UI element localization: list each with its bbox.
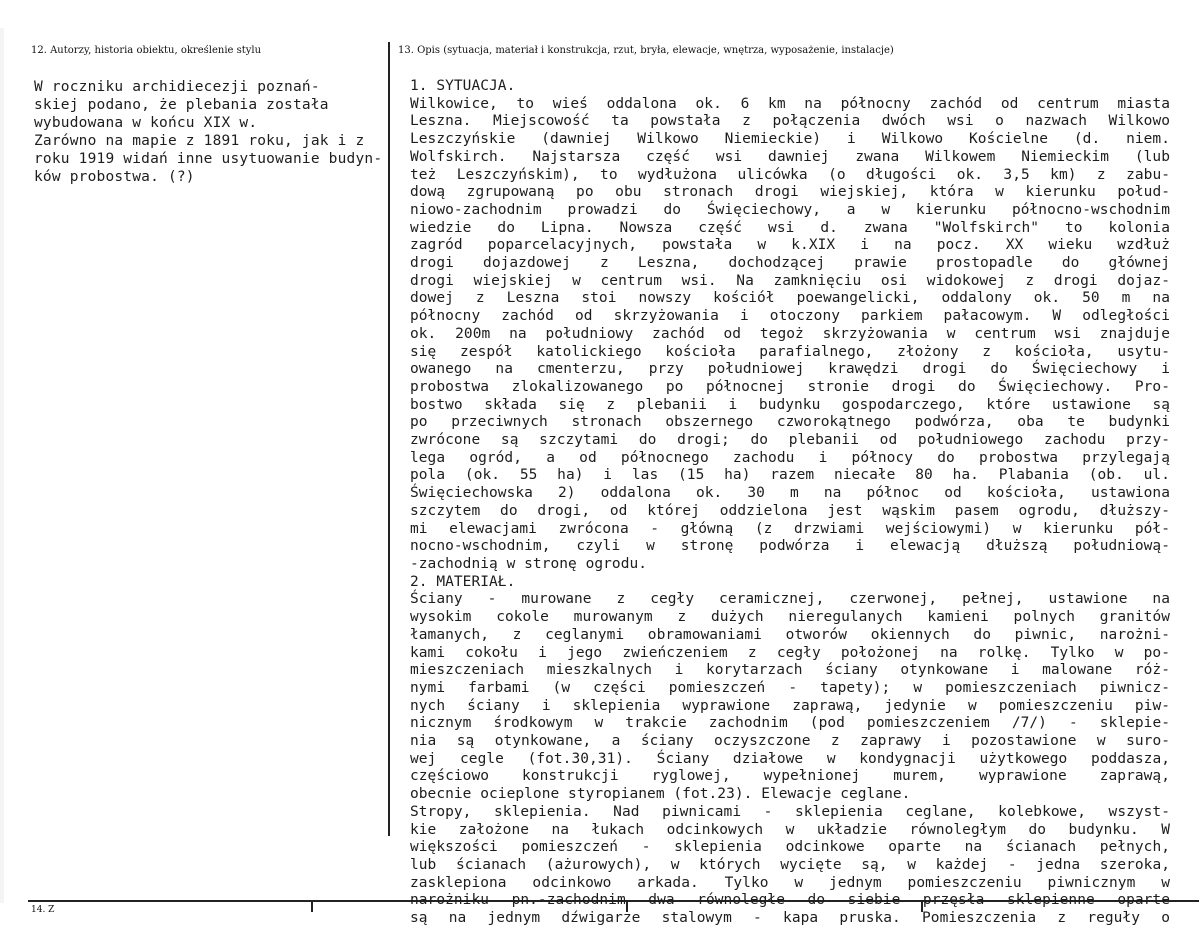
section-13-text-line: częściowo konstrukcji ryglowej, wypełnionej murem, wyprawione zaprawą, <box>410 768 1170 785</box>
section-13-text-line: nicznym środkowym w trakcie zachodnim (pod pomieszczeniem /7/) - sklepie- <box>410 715 1170 732</box>
section-13-text-line: wiedzie do Lipna. Nowsza część wsi d. zwana "Wolfskirch" to kolonia <box>410 219 1170 236</box>
section-13-text-line: 1. SYTUACJA. <box>410 78 516 94</box>
section-13-text-line: niowo-zachodnim prowadzi do Święciechowy, a w kierunku północno-wschodnim <box>410 201 1170 218</box>
section-13-text-line: się zespół katolickiego kościoła parafialnego, złożony z kościoła, usytu- <box>410 343 1170 360</box>
section-13-text-line: Święciechowska 2) oddalona ok. 30 m na północ od kościoła, ustawiona <box>410 485 1170 502</box>
section-13-text-line: drogi dojazdowej z Leszna, dochodzącej prawie prostopadle do głównej <box>410 255 1170 272</box>
section-13-text-line: drogi wiejskiej w centrum wsi. Na zamknięciu osi widokowej z drogi dojaz- <box>410 272 1170 289</box>
section-13-text-line: zagród poparcelacyjnych, powstała w k.XIX i na pocz. XX wieku wzdłuż <box>410 237 1170 254</box>
section-13-text-line: Stropy, sklepienia. Nad piwnicami - sklepienia ceglane, kolebkowe, wszyst- <box>410 803 1170 820</box>
section-13-text-line: wej cegle (fot.30,31). Ściany działowe w kondygnacji użytkowego poddasza, <box>410 750 1170 767</box>
section-12-text-line: skiej podano, że plebania została <box>34 96 329 113</box>
section-13-text-line: lega ogród, a od północnego zachodu i północy do probostwa przylegają <box>410 449 1170 466</box>
section-13-text-line: po przeciwnych stronach obszernego czworokątnego podwórza, oba te budynki <box>410 414 1170 431</box>
section-13-text-line: Wilkowice, to wieś oddalona ok. 6 km na północny zachód od centrum miasta <box>410 95 1170 112</box>
section-13-text-line: zwrócone są szczytami do drogi; do plebanii od południowego zachodu przy- <box>410 432 1170 449</box>
section-13-text-line: łamanych, z ceglanymi obramowaniami otworów okiennych do piwnic, narożni- <box>410 626 1170 643</box>
section-13-text-line: też Leszczyńskim), to wydłużona ulicówka (o długości ok. 3,5 km) z zabu- <box>410 166 1170 183</box>
section-13-text-line: ok. 200m na południowy zachód od tegoż skrzyżowania w centrum wsi znajduje <box>410 325 1170 342</box>
section-13-text-line: kami cokołu i jego zwieńczeniem z cegły położonej na rolkę. Tylko w po- <box>410 644 1170 661</box>
section-13-text-line: szczytem do drogi, od której oddzielona jest wąskim pasem ogrodu, dłuższy- <box>410 502 1170 519</box>
section-12-text-line: wybudowana w końcu XIX w. <box>34 114 258 131</box>
section-14-header-fragment: 14. Z <box>31 905 55 915</box>
section-13-text-line: bostwo składa się z plebanii i budynku gospodarczego, które ustawione są <box>410 396 1170 413</box>
section-13-text-line: nymi farbami (w części pomieszczeń - tapety); w pomieszczeniach piwnicz- <box>410 679 1170 696</box>
section-13-text-line: nych ściany i sklepienia wyprawione zaprawą, jedynie w pomieszczeniu piw- <box>410 697 1170 714</box>
section-13-text-line: nocno-wschodnim, czyli w stronę podwórza i elewacją dłuższą południową- <box>410 538 1170 555</box>
section-12-text-line: ków probostwa. (?) <box>34 168 195 185</box>
section-13-text-line: -zachodnią w stronę ogrodu. <box>410 555 648 572</box>
section-13-text-line: wysokim cokole murowanym z dużych nieregulanych kamieni polnych granitów <box>410 609 1170 626</box>
section-13-text-line: owanego na cmenterzu, przy południowej krawędzi drogi do Święciechowy i <box>410 361 1170 378</box>
section-13-text-line: probostwa zlokalizowanego po północnej stronie drogi do Święciechowy. Pro- <box>410 378 1170 395</box>
section-13-text-line: północny zachód od skrzyżowania i otoczony parkiem pałacowym. W odległości <box>410 308 1170 325</box>
section-13-text-line: Leszna. Miejscowość ta powstała z połączenia dwóch wsi o nazwach Wilkowo <box>410 113 1170 130</box>
section-13-text-line: nia są otynkowane, a ściany oczyszczone z zaprawy i pozostawione w suro- <box>410 733 1170 750</box>
section-13-header: 13. Opis (sytuacja, materiał i konstrukcja, rzut, bryła, elewacje, wnętrza, wyposażenie, instalacje) <box>398 45 894 56</box>
section-13-text <box>410 78 1170 928</box>
column-divider <box>388 42 390 836</box>
section-13-text-line: większości pomieszczeń - sklepienia odcinkowe oparte na ścianach pełnych, <box>410 839 1170 856</box>
section-12-text <box>34 79 382 186</box>
left-top-border <box>0 28 4 903</box>
section-13-text-line: są na jednym dźwigarze stalowym - kapa pruska. Pomieszczenia z reguły o <box>410 910 1170 927</box>
section-13-text-line: dową zgrupowaną po obu stronach drogi wiejskiej, która w kierunku połud- <box>410 184 1170 201</box>
section-12-header: 12. Autorzy, historia obiektu, określenie stylu <box>31 45 262 56</box>
section-13-text-line: Leszczyńskie (dawniej Wilkowo Niemieckie) i Wilkowo Kościelne (d. niem. <box>410 131 1170 148</box>
section-13-text-line: Wolfskirch. Najstarsza część wsi dawniej zwana Wilkowem Niemieckim (lub <box>410 148 1170 165</box>
section-13-text-line: narożniku pn.-zachodnim dwa równoległe do siebie przęsła sklepienne oparte <box>410 892 1170 909</box>
section-12-text-line: W roczniku archidiecezji poznań- <box>34 79 320 95</box>
section-13-text-line: zasklepiona odcinkowo arkada. Tylko w jednym pomieszczeniu piwnicznym w <box>410 874 1170 891</box>
section-13-text-line: obecnie ocieplone styropianem (fot.23). Elewacje ceglane. <box>410 786 911 803</box>
section-13-text-line: dowej z Leszna stoi nowszy kościół poewangelicki, oddalony ok. 50 m na <box>410 290 1170 307</box>
section-13-text-line: 2. MATERIAŁ. <box>410 573 516 590</box>
section-13-text-line: Ściany - murowane z cegły ceramicznej, czerwonej, pełnej, ustawione na <box>410 591 1170 608</box>
section-13-text-line: mieszczeniach mieszkalnych i korytarzach ściany otynkowane i malowane róż- <box>410 662 1170 679</box>
bottom-tick-1 <box>311 900 313 912</box>
section-13-text-line: pola (ok. 55 ha) i las (15 ha) razem niecałe 80 ha. Plabania (ob. ul. <box>410 467 1170 484</box>
section-13-text-line: lub ścianach (ażurowych), w których wycięte są, w każdej - jedna szeroka, <box>410 856 1170 873</box>
section-13-text-line: kie założone na łukach odcinkowych w układzie równoległym do budynku. W <box>410 821 1170 838</box>
section-12-text-line: roku 1919 widań inne usytuowanie budyn- <box>34 150 383 167</box>
section-12-text-line: Zarówno na mapie z 1891 roku, jak i z <box>34 132 365 149</box>
section-13-text-line: mi elewacjami zwrócona - główną (z drzwiami wejściowymi) w kierunku pół- <box>410 520 1170 537</box>
